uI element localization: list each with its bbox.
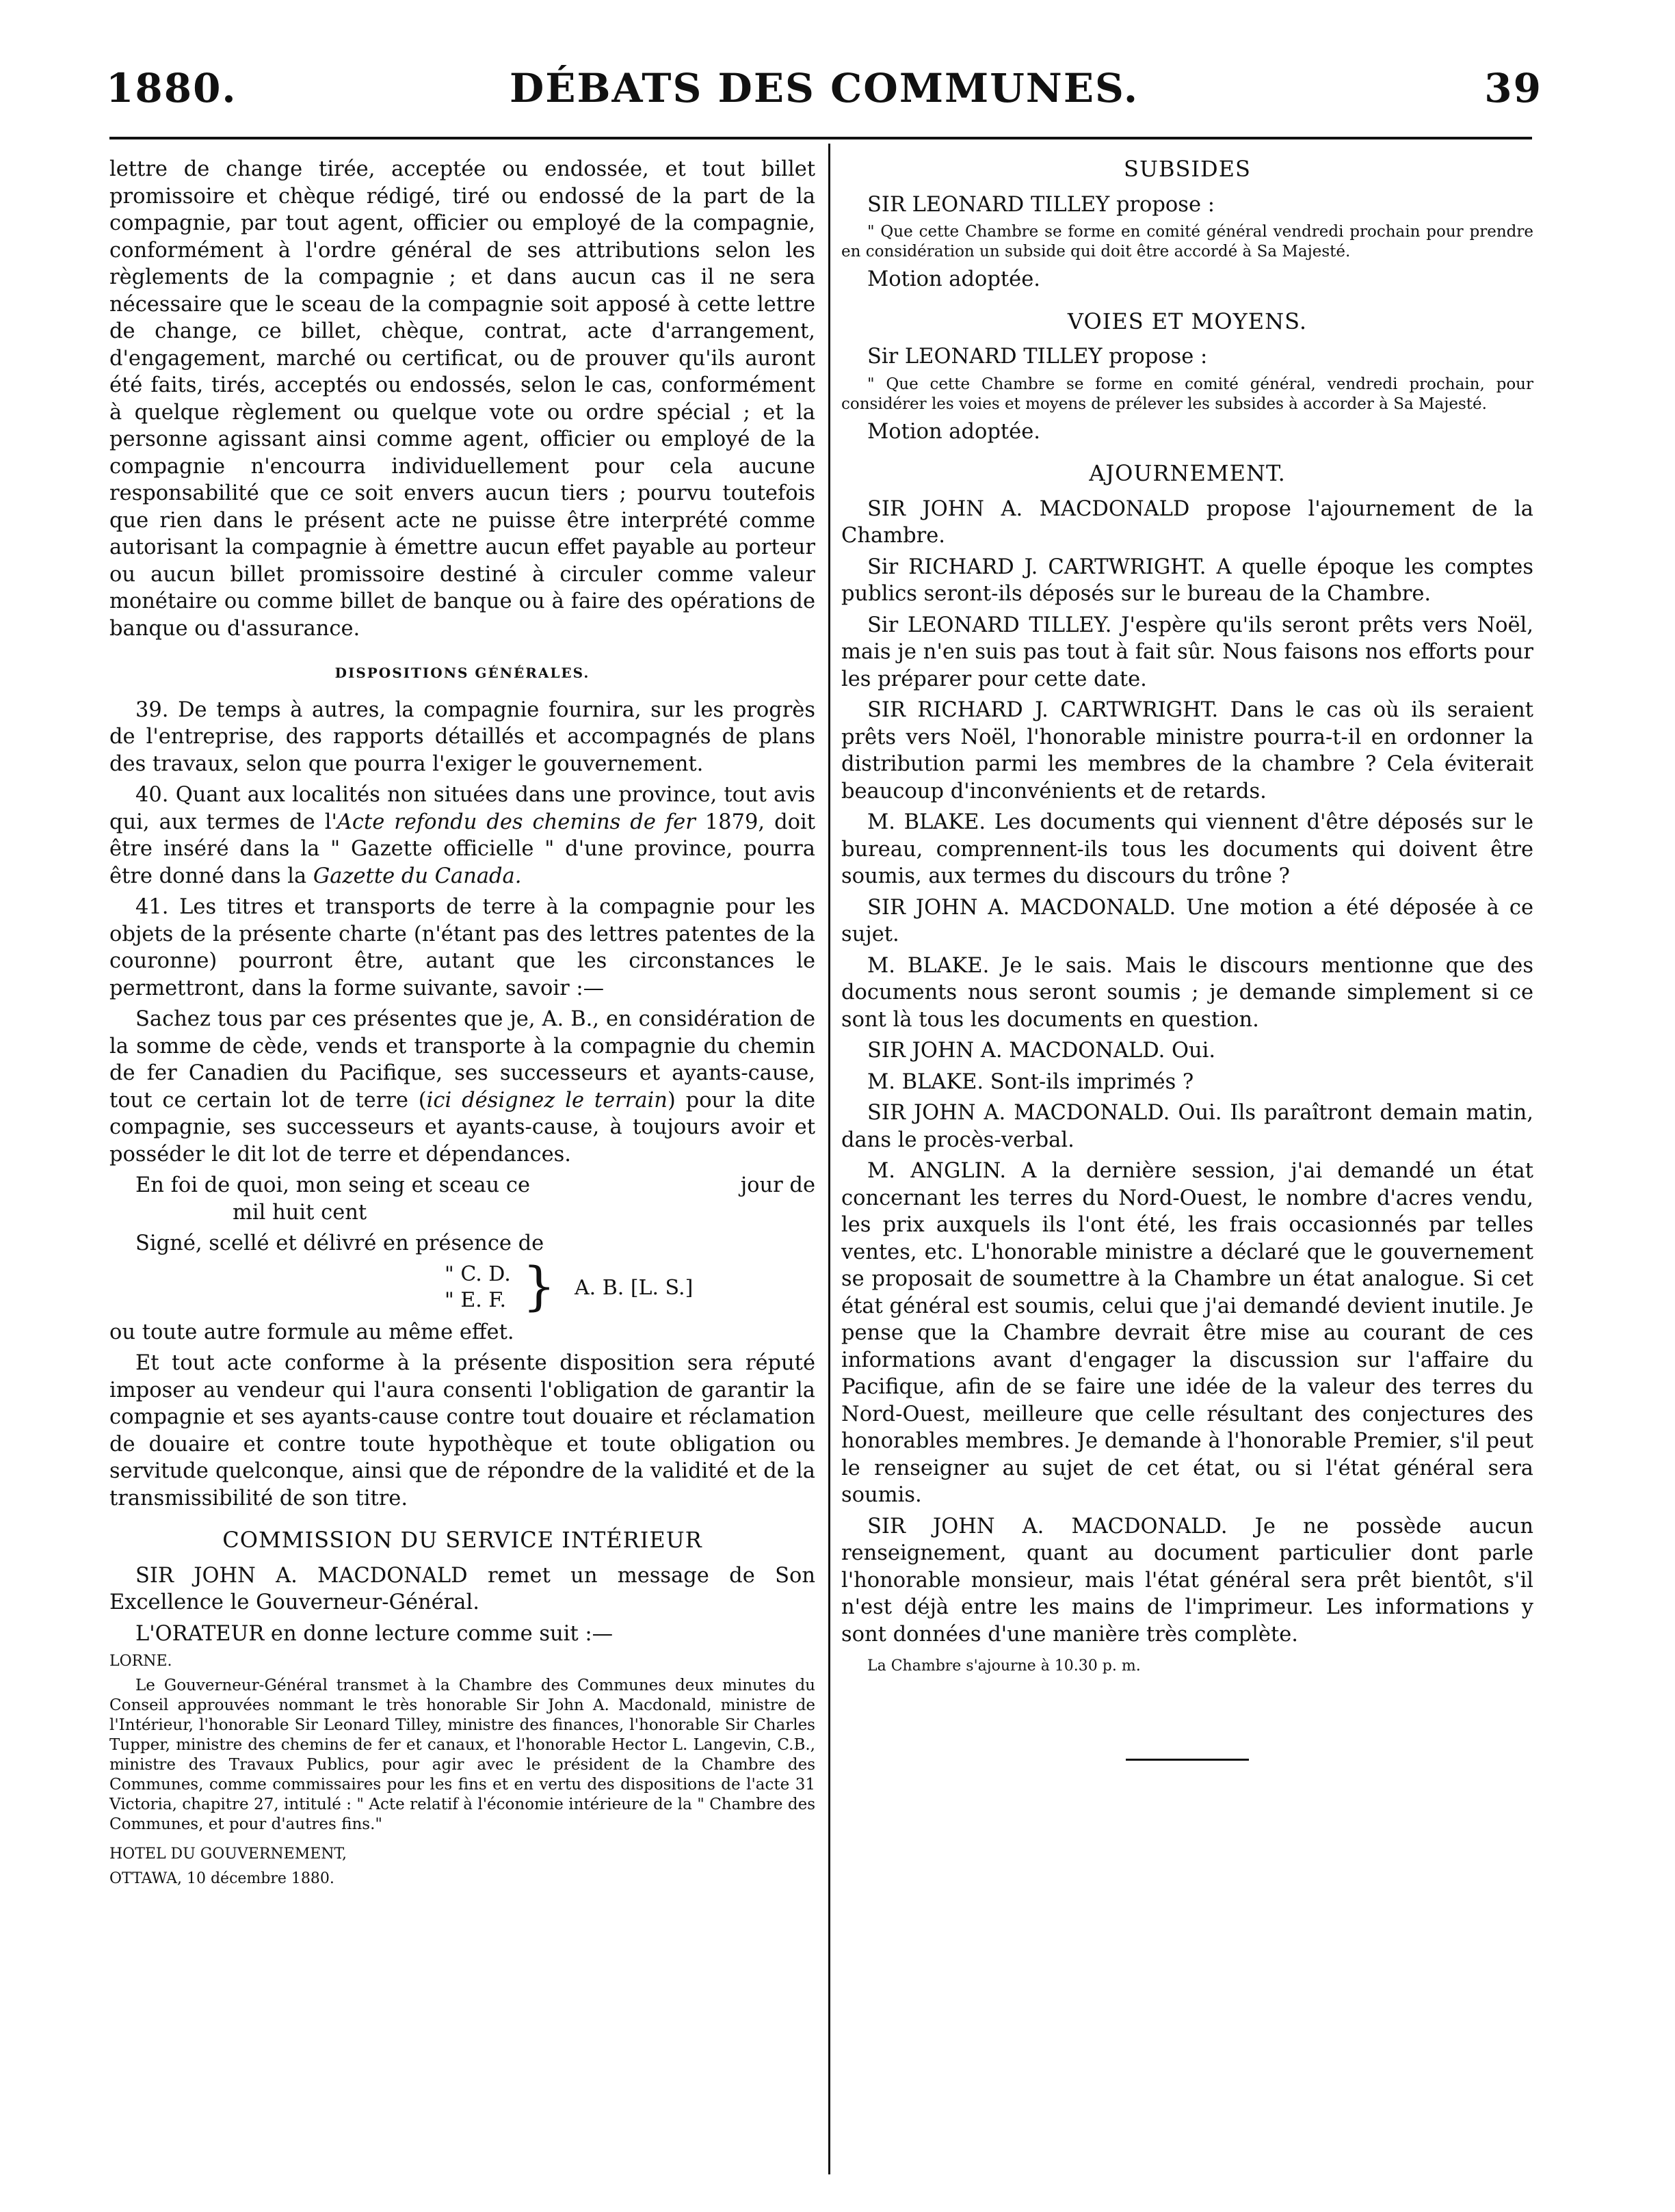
brace-glyph: } bbox=[523, 1255, 556, 1316]
page-header bbox=[99, 65, 1549, 120]
speech-macdonald-5: SIR JOHN A. MACDONALD. Je ne possède aucun renseignement, quant au document particulier dont parle l'honorable monsieur, mais l'état général sera prêt bientôt, s'il n'est déjà entre les mains de l'imprimeur. Les informations y sont données d'une manière très complète. bbox=[841, 1514, 1533, 1647]
heading-voies-moyens: VOIES ET MOYENS. bbox=[1067, 308, 1308, 334]
paragraph-orateur: L'ORATEUR en donne lecture comme suit :— bbox=[135, 1621, 614, 1646]
heading-subsides: SUBSIDES bbox=[1124, 156, 1251, 182]
text-span: ) pour la dite compagnie, ses successeurs et ayants-cause, à toujours avoir et posséder le dit lot de terre et dépendances. bbox=[109, 1088, 816, 1167]
speech-macdonald-1: SIR JOHN A. MACDONALD propose l'ajournement de la Chambre. bbox=[841, 496, 1533, 548]
speech-blake-1: M. BLAKE. Les documents qui viennent d'être déposés sur le bureau, comprennent-ils tous les documents qui doivent être soumis, aux termes du discours du trône ? bbox=[841, 810, 1533, 888]
witness-2: " E. F. bbox=[445, 1288, 506, 1312]
speech-anglin: M. ANGLIN. A la dernière session, j'ai demandé un état concernant les terres du Nord-Ouest, le nombre d'acres vendu, les prix auxquels ils l'ont été, les frais occasionnés par telles ventes, etc. L'honorable ministre a déclaré que le gouvernement se proposait de soumettre à la Chambre un état analogue. Si cet état général est soumis, celui que j'ai demandé devient inutile. Je pense que la Chambre devrait être mise au courant de ces informations avant d'engager la discussion sur l'affaire du Pacifique, afin de se faire une idée de la valeur des terres du Nord-Ouest, meilleure que celle résultant des conjectures des honorables membres. Je demande à l'honorable Premier, s'il peut le renseigner au sujet de cet état, ou si l'état général sera soumis. bbox=[841, 1159, 1533, 1507]
text-span: Sachez tous par ces présentes que je, A. B., en considération de la somme de cède, vends et transporte à la compagnie du chemin de fer Canadien du Pacifique, ses successeurs et ayants-cause, tout ce certain lot de terre ( bbox=[109, 1007, 815, 1112]
hotel-line: HOTEL DU GOUVERNEMENT, bbox=[109, 1845, 347, 1863]
paragraph-message: SIR JOHN A. MACDONALD remet un message de Son Excellence le Gouverneur-Général. bbox=[109, 1563, 815, 1614]
paragraph-continued: lettre de change tirée, acceptée ou endossée, et tout billet promissoire et chèque rédigé, tiré ou endossé de la part de la compagnie, par tout agent, officier ou employé de la compagnie, conformément à l'ordre général de ses attributions selon les règlements de la compagnie ; et dans aucun cas il ne sera nécessaire que le sceau de la compagnie soit apposé à cette lettre de change, ce billet, chèque, contrat, acte d'arrangement, d'engagement, marché ou certificat, ou de prouver qu'ils auront été faits, tirés, acceptés ou endossés, selon le cas, conformément à quelque règlement ou quelque vote ou ordre spécial ; et la personne agissant ainsi comme agent, officier ou employé de la compagnie n'encourra individuellement pour cela aucune responsabilité que ce soit envers aucun tiers ; pourvu toutefois que rien dans le présent acte ne puisse être interprété comme autorisant la compagnie à émettre aucun effet payable au porteur ou aucun billet promissoire destiné à circuler comme valeur monétaire ou comme billet de banque ou à faire des opérations de banque ou d'assurance. bbox=[109, 157, 815, 641]
subsides-propose: SIR LEONARD TILLEY propose : bbox=[867, 192, 1215, 217]
speech-blake-2: M. BLAKE. Je le sais. Mais le discours mentionne que des documents nous seront soumis ; je demande simplement si ce sont là tous les documents en question. bbox=[841, 953, 1533, 1032]
heading-commission: COMMISSION DU SERVICE INTÉRIEUR bbox=[222, 1527, 702, 1553]
italic-gazette: Gazette du Canada. bbox=[313, 864, 522, 888]
signature-lorne: LORNE. bbox=[109, 1653, 172, 1670]
right-column bbox=[841, 156, 1533, 1761]
speech-macdonald-3: SIR JOHN A. MACDONALD. Oui. bbox=[867, 1039, 1216, 1063]
paragraph-40 bbox=[109, 782, 815, 890]
speech-macdonald-4: SIR JOHN A. MACDONALD. Oui. Ils paraîtront demain matin, dans le procès-verbal. bbox=[841, 1101, 1533, 1152]
voies-adopted: Motion adoptée. bbox=[867, 419, 1040, 444]
paragraph-39: 39. De temps à autres, la compagnie fournira, sur les progrès de l'entreprise, des rapports détaillés et accompagnés de plans des travaux, selon que pourra l'exiger le gouvernement. bbox=[109, 697, 815, 776]
left-column bbox=[109, 156, 815, 1893]
italic-act-title: Acte refondu des chemins de fer bbox=[337, 810, 696, 834]
header-year: 1880. bbox=[106, 65, 237, 111]
witness-1: " C. D. bbox=[445, 1262, 511, 1286]
header-title: DÉBATS DES COMMUNES. bbox=[509, 65, 1139, 111]
signe-line: Signé, scellé et délivré en présence de bbox=[135, 1231, 544, 1255]
foi-text: En foi de quoi, mon seing et sceau ce bbox=[135, 1173, 531, 1197]
autre-formule: ou toute autre formule au même effet. bbox=[109, 1320, 514, 1344]
paragraph-sachez bbox=[109, 1006, 815, 1168]
witness-block bbox=[109, 1255, 815, 1319]
paragraph-41: 41. Les titres et transports de terre à la compagnie pour les objets de la présente charte (n'étant pas des lettres patentes de la couronne) pourront être, autant que les circonstances le permettront, dans la forme suivante, savoir :— bbox=[109, 895, 815, 1000]
heading-dispositions: DISPOSITIONS GÉNÉRALES. bbox=[334, 665, 590, 681]
closing-line: La Chambre s'ajourne à 10.30 p. m. bbox=[867, 1657, 1141, 1675]
voies-quote: " Que cette Chambre se forme en comité général, vendredi prochain, pour considérer les voies et moyens de prélever les subsides à accorder à Sa Majesté. bbox=[841, 375, 1533, 413]
foi-line bbox=[109, 1172, 815, 1199]
ottawa-line: OTTAWA, 10 décembre 1880. bbox=[109, 1870, 334, 1887]
text-span: 1879, doit être inséré dans la " Gazette officielle " d'une province, pourra être donné dans la bbox=[109, 810, 815, 888]
jour-text: jour de bbox=[740, 1173, 815, 1197]
heading-ajournement: AJOURNEMENT. bbox=[1089, 460, 1286, 486]
voies-propose: Sir LEONARD TILLEY propose : bbox=[867, 345, 1208, 369]
end-rule bbox=[1126, 1759, 1249, 1761]
speech-blake-3: M. BLAKE. Sont-ils imprimés ? bbox=[867, 1069, 1194, 1094]
text-span: 40. Quant aux localités non situées dans une province, tout avis qui, aux termes de l' bbox=[109, 783, 815, 834]
column-divider bbox=[828, 144, 830, 2174]
speech-macdonald-2: SIR JOHN A. MACDONALD. Une motion a été déposée à ce sujet. bbox=[841, 895, 1533, 946]
speech-tilley: Sir LEONARD TILLEY. J'espère qu'ils seront prêts vers Noël, mais je n'en suis pas tout à fait sûr. Nous faisons nos efforts pour les préparer pour cette date. bbox=[841, 613, 1533, 691]
subsides-adopted: Motion adoptée. bbox=[867, 267, 1040, 291]
subsides-quote: " Que cette Chambre se forme en comité général vendredi prochain pour prendre en considération un subside qui doit être accordé à Sa Majesté. bbox=[841, 223, 1533, 261]
paragraph-tout-acte: Et tout acte conforme à la présente disposition sera réputé imposer au vendeur qui l'aura consenti l'obligation de garantir la compagnie et ses ayants-cause contre tout douaire et réclamation de douaire et contre toute hypothèque et toute obligation ou servitude quelconque, ainsi que de répondre de la validité et de la transmissibilité de son titre. bbox=[109, 1351, 815, 1510]
header-rule bbox=[109, 137, 1532, 139]
seal-signature: A. B. [L. S.] bbox=[575, 1275, 694, 1300]
speech-cartwright-2: SIR RICHARD J. CARTWRIGHT. Dans le cas où ils seraient prêts vers Noël, l'honorable ministre pourra-t-il en ordonner la distribution parmi les membres de la chambre ? Cela éviterait beaucoup d'inconvénients et de retards. bbox=[841, 698, 1533, 803]
paragraph-governor-message: Le Gouverneur-Général transmet à la Chambre des Communes deux minutes du Conseil approuvées nommant le très honorable Sir John A. Macdonald, ministre de l'Intérieur, l'honorable Sir Leonard Tilley, ministre des finances, l'honorable Sir Charles Tupper, ministre des chemins de fer et canaux, et l'honorable Hector L. Langevin, C.B., ministre des Travaux Publics, pour agir avec le président de la Chambre des Communes, comme commissaires pour les fins et en vertu des dispositions de l'acte 31 Victoria, chapitre 27, intitulé : " Acte relatif à l'économie intérieure de la " Chambre des Communes, et pour d'autres fins." bbox=[109, 1677, 815, 1833]
speech-cartwright-1: Sir RICHARD J. CARTWRIGHT. A quelle époque les comptes publics seront-ils déposés sur le bureau de la Chambre. bbox=[841, 555, 1533, 606]
mil-line: mil huit cent bbox=[233, 1200, 367, 1225]
header-page-number: 39 bbox=[1484, 65, 1542, 111]
italic-designation: ici désignez le terrain bbox=[426, 1088, 668, 1112]
